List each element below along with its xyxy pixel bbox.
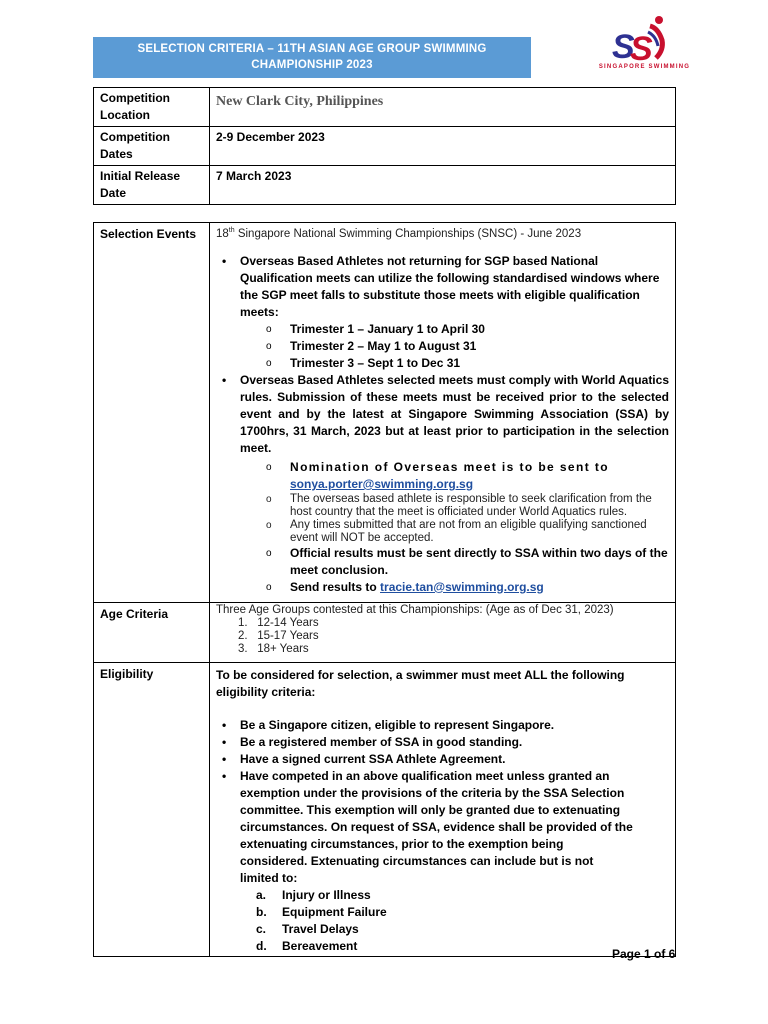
age-group-list	[216, 617, 669, 656]
selection-events-label: Selection Events	[94, 223, 210, 603]
nomination-email-link[interactable]: sonya.porter@swimming.org.sg	[290, 476, 474, 491]
circumstance-item-a	[216, 887, 669, 904]
table-row	[94, 602, 676, 662]
release-date-value: 7 March 2023	[210, 166, 676, 205]
trimester-3: o Trimester 3 – Sept 1 to Dec 31	[216, 355, 669, 372]
age-criteria-content	[210, 602, 676, 662]
table-row	[94, 166, 676, 205]
eligibility-bullet-2: • Be a registered member of SSA in good standing.	[216, 734, 669, 751]
list-item: 3. 18+ Years	[238, 642, 309, 655]
age-group-1: 12-14 Years	[257, 616, 319, 629]
ssa-swimmer-logo-icon	[592, 12, 697, 64]
official-results-item: o Official results must be sent directly to SSA within two days of the meet conclusion.	[216, 545, 669, 579]
svg-text:S: S	[630, 30, 653, 64]
release-date-label: Initial Release Date	[94, 166, 210, 205]
overseas-bullet-1: • Overseas Based Athletes not returning for SGP based National Qualification meets can utilize the following standardised windows where the SGP meet falls to substitute those meets with eligible qualification meets:	[216, 253, 669, 321]
circumstance-text: Equipment Failure	[282, 904, 387, 919]
location-label: Competition Location	[94, 88, 210, 127]
dates-label: Competition Dates	[94, 127, 210, 166]
list-item: 1. 12-14 Years	[238, 616, 319, 629]
table-row	[94, 127, 676, 166]
eligibility-bullet-1: • Be a Singapore citizen, eligible to represent Singapore.	[216, 717, 669, 734]
table-row	[94, 88, 676, 127]
marker: c.	[256, 921, 267, 936]
circumstance-text: Travel Delays	[282, 921, 359, 936]
clarification-item: o The overseas based athlete is responsible to seek clarification from the host country that the meet is officiated under World Aquatics rules.	[216, 493, 669, 519]
dates-value: 2-9 December 2023	[210, 127, 676, 166]
marker: b.	[256, 904, 267, 919]
list-item: 2. 15-17 Years	[238, 629, 319, 642]
selection-events-content	[210, 223, 676, 603]
eligibility-bullet-4: • Have competed in an above qualification meet unless granted an exemption under the provisions of the criteria by the SSA Selection committee. This exemption will only be granted due to extenuating circumstances. On request of SSA, evidence shall be provided of the extenuating circumstances, prior to the exemption being considered. Extenuating circumstances can include but is not limited to:	[216, 768, 669, 887]
circumstance-item-b	[216, 904, 669, 921]
svg-text:S: S	[612, 28, 635, 64]
table-row	[94, 662, 676, 956]
send-results-item	[216, 579, 669, 596]
send-results-text: Send results to	[290, 579, 381, 594]
eligibility-label: Eligibility	[94, 662, 210, 956]
circumstance-text: Injury or Illness	[282, 887, 371, 902]
eligibility-content	[210, 662, 676, 956]
nomination-text: Nomination of Overseas meet is to be sent to	[290, 459, 609, 474]
location-value: New Clark City, Philippines	[210, 88, 676, 127]
age-group-3: 18+ Years	[257, 642, 309, 655]
nomination-item	[216, 459, 669, 493]
banner-line-2: CHAMPIONSHIP 2023	[251, 59, 373, 71]
intro-number: 18	[216, 227, 229, 240]
competition-info-table	[93, 87, 676, 205]
logo-text: SINGAPORE SWIMMING	[598, 64, 691, 70]
criteria-table	[93, 222, 676, 957]
age-criteria-label: Age Criteria	[94, 602, 210, 662]
circumstance-text: Bereavement	[282, 938, 358, 953]
page-number: Page 1 of 6	[612, 947, 676, 961]
marker: d.	[256, 938, 267, 953]
times-note-item: o Any times submitted that are not from an eligible qualifying sanctioned event will NOT be accepted.	[216, 519, 669, 545]
singapore-swimming-logo	[592, 12, 697, 80]
marker: a.	[256, 887, 267, 902]
circumstance-item-c	[216, 921, 669, 938]
banner-line-1: SELECTION CRITERIA – 11TH ASIAN AGE GROUP SWIMMING	[137, 43, 487, 55]
overseas-bullet-2: • Overseas Based Athletes selected meets must comply with World Aquatics rules. Submission of these meets must be received prior to the selected event and by the latest at Singapore Swimming Association (SSA) by 1700hrs, 31 March, 2023 but at least prior to participation in the selection meet.	[216, 372, 669, 457]
trimester-1: o Trimester 1 – January 1 to April 30	[216, 321, 669, 338]
trimester-2: o Trimester 2 – May 1 to August 31	[216, 338, 669, 355]
table-row	[94, 223, 676, 603]
selection-events-intro	[216, 224, 669, 241]
age-group-2: 15-17 Years	[257, 629, 319, 642]
circumstance-item-d	[216, 938, 669, 955]
title-banner	[93, 37, 531, 78]
intro-text: Singapore National Swimming Championships (SNSC) - June 2023	[234, 227, 582, 240]
send-results-email-link[interactable]: tracie.tan@swimming.org.sg	[380, 579, 544, 594]
eligibility-intro: To be considered for selection, a swimmer must meet ALL the following eligibility criteria:	[216, 667, 625, 699]
intro-sup: th	[228, 227, 235, 234]
age-criteria-intro: Three Age Groups contested at this Championships: (Age as of Dec 31, 2023)	[216, 603, 614, 616]
eligibility-bullet-3: • Have a signed current SSA Athlete Agreement.	[216, 751, 669, 768]
